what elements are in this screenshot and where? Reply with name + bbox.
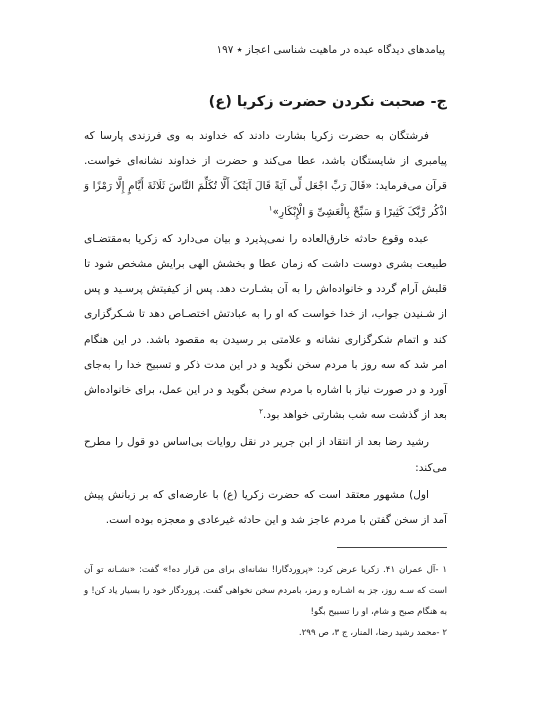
- footnote-ref-2[interactable]: ۲: [259, 407, 263, 416]
- paragraph-2-text: عبده وقوع حادثه خارق‌العاده را نمی‌پذیرد و بیان می‌دارد که زکریا به‌مقتضـای طبیعت بشری دوست داشت که زمان عطا و بخشش الهی برایش مشخص شود تا قلبش آرام گردد و خانواده‌اش را به آن بشـارت دهد. پس از کیفیتش پرسـید و پس از شـنیدن جواب، از خدا خواست که او را به عبادتش اختصـاص دهد تا شـکرگزاری کند و اتمام شکرگزاری نشانه و علامتی بر رسیدن به مقصود باشد. در این هنگام امر شد که سه روز با مردم سخن نگوید و در این مدت ذکر و تسبیح خدا را به‌جای آورد و در صورت نیاز با اشاره با مردم سخن بگوید و در این عمل، برای خانواده‌اش بعد از گذشت سه شب بشارتی خواهد بود.: [84, 232, 447, 422]
- paragraph-3-text: رشید رضا بعد از انتقاد از ابن جریر در نقل روایات بی‌اساس دو قول را مطرح می‌کند:: [84, 436, 447, 474]
- section-title: ج- صحبت نکردن حضرت زکریا (ع): [208, 94, 447, 110]
- paragraph-3: [84, 430, 447, 480]
- paragraph-4: [84, 483, 447, 533]
- paragraph-1: [84, 124, 447, 225]
- running-head: پیامدهای دیدگاه عبده در ماهیت شناسی اعجاز ٭ ۱۹۷: [216, 44, 445, 56]
- footnote-ref-1[interactable]: ۱: [268, 204, 273, 213]
- paragraph-1-close: »: [272, 205, 280, 218]
- footnote-1: ۱ -آل عمران ۴۱. زکریا عرض کرد: «پروردگارا! نشانه‌ای برای من قرار ده!» گفت: «نشـانه تو آن است که سـه روز، جز به اشـاره و رمز، بامردم سخن نخواهی گفت. پروردگار خود را بسیار یاد کن! و به هنگام صبح و شام، او را تسبیح بگو!: [84, 565, 447, 617]
- paragraph-2: [84, 227, 447, 429]
- footnote-divider: [337, 547, 447, 548]
- quran-verse: قَالَ رَبِّ اجْعَل لِّی آیَةً قَالَ آیَتُکَ أَلَّا تُکَلِّمَ النَّاسَ ثَلَاثَةَ أَیَّامٍ إِلَّا رَمْزًا وَ اذْکُر رَّبَّکَ کَثِیرًا وَ سَبِّحْ بِالْعَشِیِّ وَ الْإِبْکَارِ: [84, 180, 447, 218]
- paragraph-1-text: فرشتگان به حضرت زکریا بشارت دادند که خداوند به وی فرزندی پارسا که پیامبری از شایستگان باشد، عطا می‌کند و حضرت از خداوند نشانه‌ای خواست. قرآن می‌فرماید: «: [84, 130, 447, 193]
- footnote-2: ۲ -محمد رشید رضا، المنار، ج ۳، ص ۲۹۹.: [298, 628, 447, 638]
- body-text: [84, 124, 447, 535]
- paragraph-4-text: اول) مشهور معتقد است که حضرت زکریا (ع) با عارضه‌ای که بر زبانش پیش آمد از سخن گفتن با مردم عاجز شد و این حادثه غیرعادی و معجزه بوده است.: [84, 488, 447, 527]
- footnotes: [84, 560, 447, 644]
